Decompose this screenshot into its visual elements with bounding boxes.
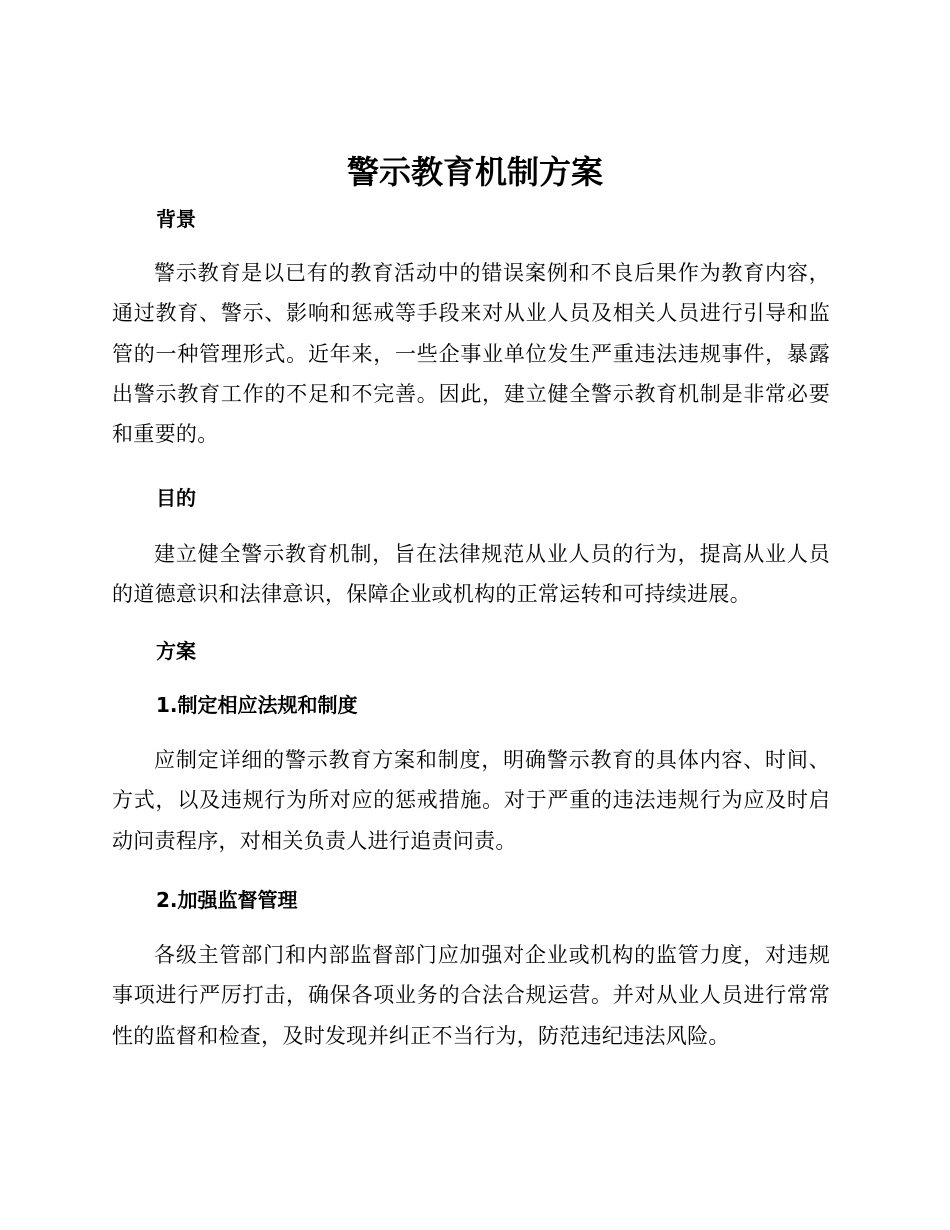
subsection-heading-regulations: 1.制定相应法规和制度 (156, 693, 358, 717)
paragraph-regulations: 应制定详细的警示教育方案和制度，明确警示教育的具体内容、时间、方式，以及违规行为所对应的惩戒措施。对于严重的违法违规行为应及时启动问责程序，对相关负责人进行追责问责。 (112, 748, 830, 853)
paragraph-background: 警示教育是以已有的教育活动中的错误案例和不良后果作为教育内容，通过教育、警示、影响和惩戒等手段来对从业人员及相关人员进行引导和监管的一种管理形式。近年来，一些企事业单位发生严重违法违规事件，暴露出警示教育工作的不足和不完善。因此，建立健全警示教育机制是非常必要和重要的。 (112, 261, 830, 447)
subsection-heading-supervision: 2.加强监督管理 (156, 888, 298, 912)
document-title: 警示教育机制方案 (346, 153, 603, 191)
section-heading-plan: 方案 (156, 639, 196, 663)
paragraph-purpose: 建立健全警示教育机制，旨在法律规范从业人员的行为，提高从业人员的道德意识和法律意识，保障企业或机构的正常运转和可持续进展。 (112, 542, 830, 607)
paragraph-supervision: 各级主管部门和内部监督部门应加强对企业或机构的监管力度，对违规事项进行严厉打击，确保各项业务的合法合规运营。并对从业人员进行常常性的监督和检查，及时发现并纠正不当行为，防范违纪违法风险。 (112, 943, 830, 1048)
section-heading-background: 背景 (156, 207, 196, 231)
section-heading-purpose: 目的 (156, 486, 196, 510)
